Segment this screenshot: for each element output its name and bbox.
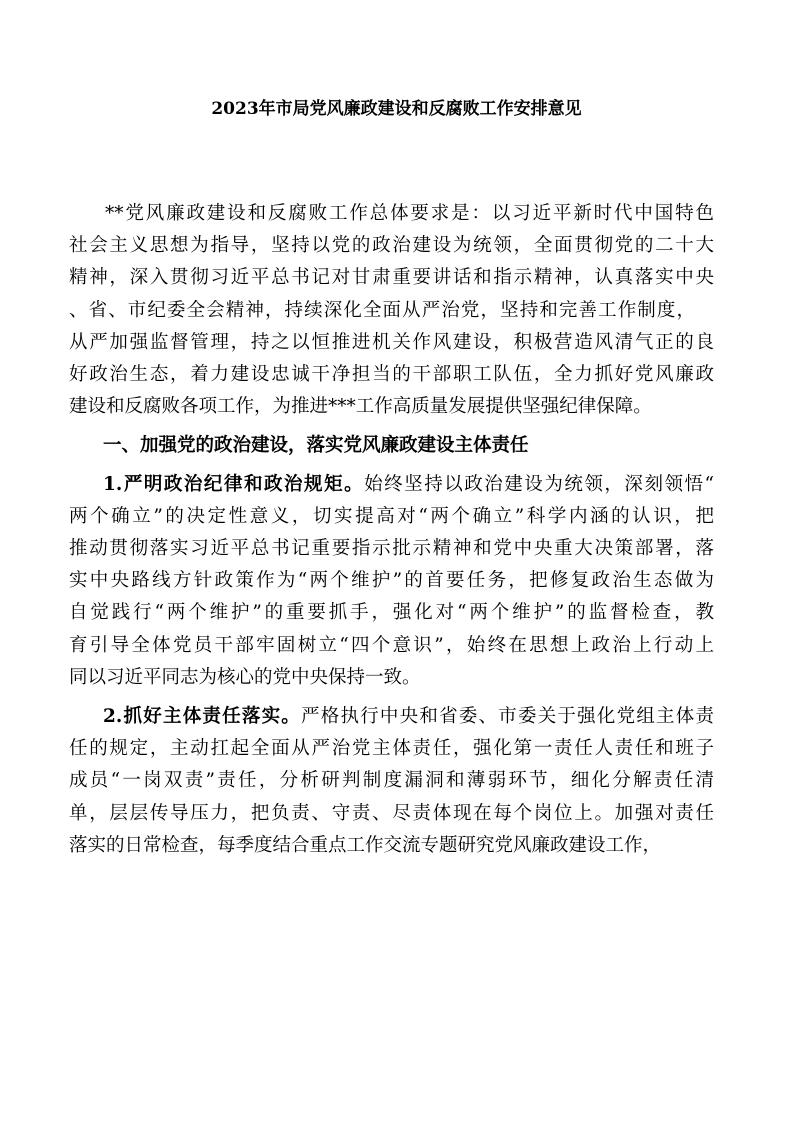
item1-line: 自觉践行“两个维护”的重要抓手，强化对“两个维护”的监督检查，教 (69, 602, 714, 624)
item1-line: 推动贯彻落实习近平总书记重要指示批示精神和党中央重大决策部署，落 (69, 538, 714, 560)
item1-lead: 1.严明政治纪律和政治规矩。 (103, 473, 365, 495)
item2-line: 任的规定，主动扛起全面从严治党主体责任，强化第一责任人责任和班子 (69, 738, 714, 760)
item1-first-line (103, 469, 714, 501)
item2-line: 成员“一岗双责”责任，分析研判制度漏洞和薄弱环节，细化分解责任清 (69, 770, 714, 792)
intro-line: **党风廉政建设和反腐败工作总体要求是：以习近平新时代中国特色 (105, 203, 714, 224)
intro-line: 精神，深入贯彻习近平总书记对甘肃重要讲话和指示精神，认真落实中央 (69, 267, 714, 289)
intro-line: 建设和反腐败各项工作，为推进***工作高质量发展提供坚强纪律保障。 (69, 396, 652, 418)
item1-line: 实中央路线方针政策作为“两个维护”的首要任务，把修复政治生态做为 (69, 570, 714, 592)
item1-line: 育引导全体党员干部牢固树立“四个意识”，始终在思想上政治上行动上 (69, 634, 714, 656)
item2-first-rest: 严格执行中央和省委、市委关于强化党组主体责 (301, 706, 714, 728)
intro-line: 从严加强监督管理，持之以恒推进机关作风建设，积极营造风清气正的良 (69, 331, 714, 353)
intro-line: 、省、市纪委全会精神，持续深化全面从严治党，坚持和完善工作制度， (69, 299, 695, 321)
paragraph-gap (103, 694, 714, 701)
item1-paragraph (69, 469, 714, 694)
item1-line: 两个确立”的决定性意义，切实提高对“两个确立”科学内涵的认识，把 (69, 505, 714, 527)
document-body (69, 198, 714, 862)
item2-first-line (103, 701, 714, 733)
intro-line: 好政治生态，着力建设忠诚干净担当的干部职工队伍，全力抓好党风廉政 (69, 364, 714, 386)
item2-lead: 2.抓好主体责任落实。 (103, 706, 302, 728)
intro-line: 社会主义思想为指导，坚持以党的政治建设为统领，全面贯彻党的二十大 (69, 235, 714, 257)
item1-first-rest: 始终坚持以政治建设为统领，深刻领悟“ (364, 473, 714, 495)
section-heading: 一、加强党的政治建设，落实党风廉政建设主体责任 (103, 435, 529, 457)
item2-paragraph (69, 701, 714, 862)
item1-line: 同以习近平同志为核心的党中央保持一致。 (69, 666, 421, 688)
intro-paragraph (69, 198, 714, 423)
document-title: 2023年市局党风廉政建设和反腐败工作安排意见 (211, 99, 582, 119)
item2-line: 落实的日常检查，每季度结合重点工作交流专题研究党风廉政建设工作， (69, 834, 662, 856)
item2-line: 单，层层传导压力，把负责、守责、尽责体现在每个岗位上。加强对责任 (69, 802, 714, 824)
